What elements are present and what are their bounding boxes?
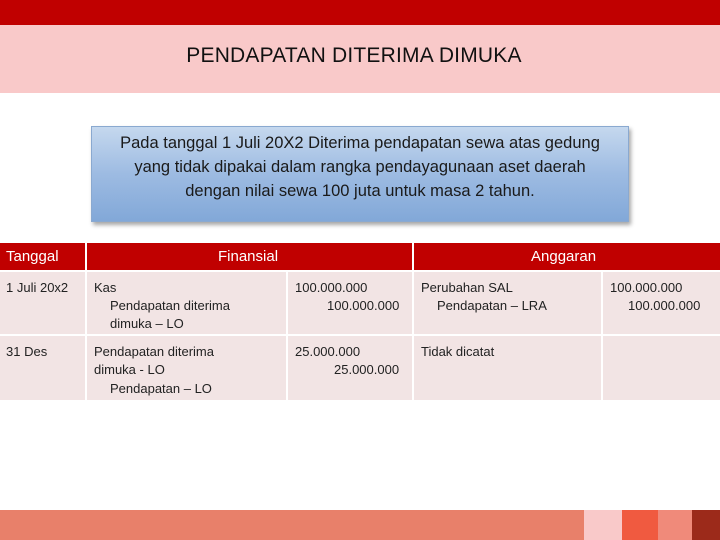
info-line-2: yang tidak dipakai dalam rangka pendayagunaan aset daerah bbox=[134, 158, 586, 176]
row2-fin-account-3: Pendapatan – LO bbox=[110, 381, 212, 396]
row2-fin-account-1: Pendapatan diterima bbox=[94, 344, 214, 359]
row2-ang-account-1: Tidak dicatat bbox=[421, 344, 495, 359]
grid-line bbox=[0, 334, 720, 336]
header-tanggal: Tanggal bbox=[6, 248, 59, 265]
row1-fin-credit: 100.000.000 bbox=[327, 298, 400, 313]
footer-bar-dark bbox=[692, 510, 720, 540]
row1-ang-debit: 100.000.000 bbox=[610, 280, 683, 295]
grid-line bbox=[601, 270, 603, 400]
info-callout-box bbox=[91, 126, 629, 222]
row1-ang-account-2: Pendapatan – LRA bbox=[437, 298, 547, 313]
grid-line bbox=[85, 243, 87, 400]
row2-tanggal: 31 Des bbox=[6, 344, 48, 359]
table-header-row bbox=[0, 243, 720, 270]
top-accent-bar bbox=[0, 0, 720, 25]
row1-fin-account-1: Kas bbox=[94, 280, 117, 295]
row2-fin-account-2: dimuka - LO bbox=[94, 362, 165, 377]
header-anggaran: Anggaran bbox=[531, 248, 597, 265]
row1-fin-account-3: dimuka – LO bbox=[110, 316, 184, 331]
row1-ang-credit: 100.000.000 bbox=[628, 298, 701, 313]
row1-tanggal: 1 Juli 20x2 bbox=[6, 280, 69, 295]
slide-title: PENDAPATAN DITERIMA DIMUKA bbox=[186, 44, 522, 67]
footer-bar-salmon bbox=[0, 510, 584, 540]
info-line-1: Pada tanggal 1 Juli 20X2 Diterima pendapatan sewa atas gedung bbox=[120, 134, 600, 152]
footer-bar-pink bbox=[584, 510, 622, 540]
footer-bar-orange bbox=[622, 510, 658, 540]
info-line-3: dengan nilai sewa 100 juta untuk masa 2 tahun. bbox=[185, 182, 535, 200]
grid-line bbox=[412, 243, 414, 400]
grid-line bbox=[0, 270, 720, 272]
row1-ang-account-1: Perubahan SAL bbox=[421, 280, 513, 295]
header-finansial: Finansial bbox=[218, 248, 279, 265]
row2-fin-debit: 25.000.000 bbox=[295, 344, 361, 359]
row2-fin-credit: 25.000.000 bbox=[334, 362, 400, 377]
row1-fin-debit: 100.000.000 bbox=[295, 280, 368, 295]
grid-line bbox=[286, 270, 288, 400]
row1-fin-account-2: Pendapatan diterima bbox=[110, 298, 230, 313]
footer-bar-light-red bbox=[658, 510, 692, 540]
